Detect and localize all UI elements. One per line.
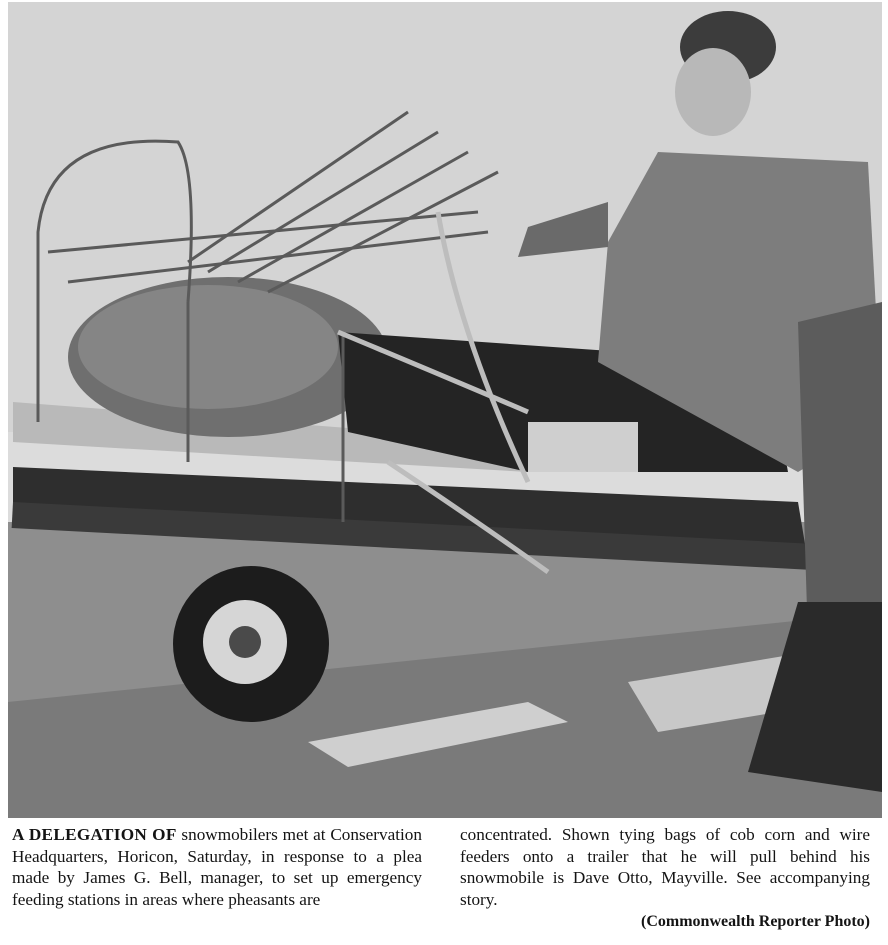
caption-right-text: concentrated. Shown tying bags of cob corn and wire feeders onto a trailer that he will pull behind his snowmobile is Dave Otto, Mayville. See accompanying story. — [460, 825, 870, 909]
photo-credit: (Commonwealth Reporter Photo) — [641, 913, 870, 931]
photo-caption — [12, 824, 878, 942]
caption-lead: A DELEGATION OF — [12, 825, 177, 844]
caption-column-right — [460, 824, 870, 933]
caption-left-text: snowmobilers met at Conservation Headquarters, Horicon, Saturday, in response to a plea made by James G. Bell, manager, to set up emergency feeding stations in areas where pheasants are — [12, 825, 422, 909]
caption-column-left — [12, 824, 422, 910]
news-photo — [8, 2, 882, 818]
